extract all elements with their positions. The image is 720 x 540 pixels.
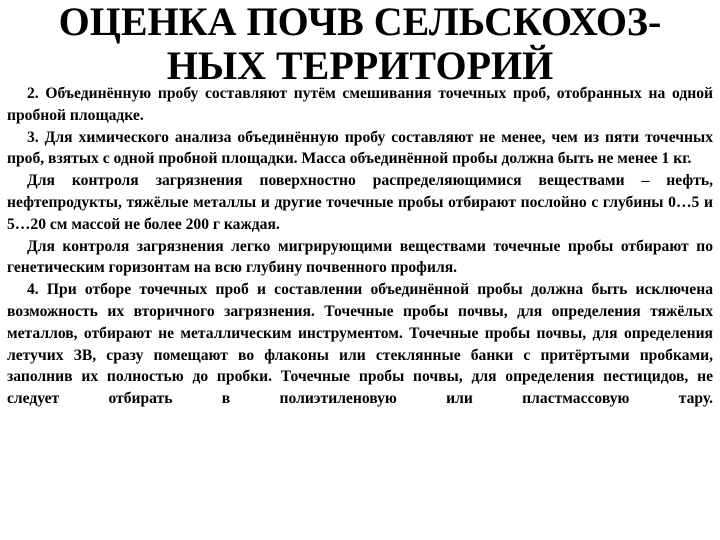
slide-title xyxy=(20,0,700,88)
paragraph-migrating-substances: Для контроля загрязнения легко мигрирующими веществами точечные пробы отбирают по генетическим горизонтам на всю глубину почвенного профиля. xyxy=(7,237,713,277)
title-line-1: ОЦЕНКА ПОЧВ СЕЛЬСКОХОЗ- xyxy=(58,0,662,44)
slide-body xyxy=(7,83,713,410)
paragraph-surface-contamination: Для контроля загрязнения поверхностно распределяющимися веществами – нефть, нефтепродукты, тяжёлые металлы и другие точечные пробы отбирают послойно с глубины 0…5 и 5…20 см массой не более 200 г каждая. xyxy=(7,172,713,233)
paragraph-composite-sample: 2. Объединённую пробу составляют путём смешивания точечных проб, отобранных на одной пробной площадке. xyxy=(7,85,713,124)
paragraph-chemical-analysis: 3. Для химического анализа объединённую пробу составляют не менее, чем из пяти точечных проб, взятых с одной пробной площадки. Масса объединённой пробы должна быть не менее 1 кг. xyxy=(7,128,713,168)
title-line-2: НЫХ ТЕРРИТОРИЙ xyxy=(166,43,554,88)
paragraph-secondary-contamination: 4. При отборе точечных проб и составлении объединённой пробы должна быть исключена возможность их вторичного загрязнения. Точечные пробы почвы, для определения тяжёлых металлов, отбирают не металлическим инструментом. Точечные пробы почвы, для определения летучих ЗВ, сразу помещают во флаконы или стеклянные банки с притёртыми пробками, заполнив их полностью до пробки. Точечные пробы почвы, для определения пестицидов, не следует отбирать в полиэтиленовую или пластмассовую тару. xyxy=(7,281,713,408)
